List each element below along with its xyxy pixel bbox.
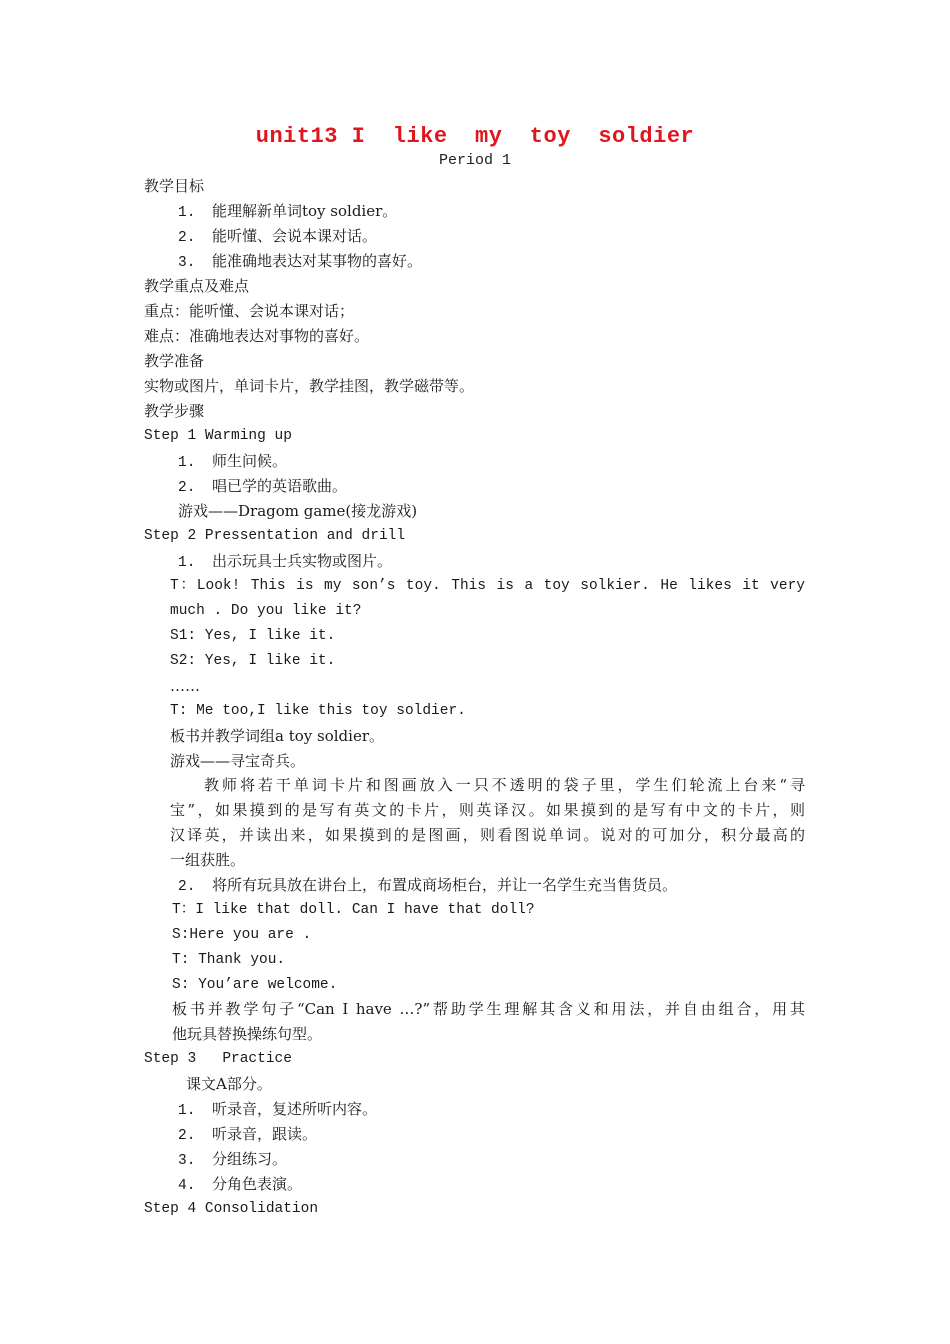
- list-number: 2.: [178, 480, 196, 496]
- dialog-line: T：Look! This is my son’s toy. This is a toy solkier. He likes it very: [170, 578, 805, 594]
- dialog-line: T: Me too,I like this toy soldier.: [170, 703, 466, 719]
- dialog-line: S2: Yes, I like it.: [170, 653, 336, 669]
- step3-item: [178, 1174, 302, 1196]
- game-description: 一组获胜。: [170, 851, 246, 869]
- step1-item: [178, 476, 347, 498]
- board-note: 他玩具替换操练句型。: [172, 1025, 323, 1043]
- dialog-line: S:Here you are .: [172, 927, 312, 943]
- steps-heading: 教学步骤: [144, 402, 205, 420]
- list-number: 1.: [178, 205, 196, 221]
- step1-item-text: 师生问候。: [212, 452, 288, 470]
- objective-text: 能理解新单词toy soldier。: [212, 202, 398, 220]
- step1-item-text: 唱已学的英语歌曲。: [212, 477, 348, 495]
- step3-title: Step 3 Practice: [144, 1051, 292, 1067]
- step2-item: [178, 875, 677, 897]
- step3-item: [178, 1149, 287, 1171]
- list-number: 1.: [178, 1103, 196, 1119]
- list-number: 3.: [178, 1153, 196, 1169]
- objective-item: [178, 226, 377, 248]
- step3-item-text: 分角色表演。: [212, 1175, 303, 1193]
- objective-item: [178, 251, 422, 273]
- objectives-heading: 教学目标: [144, 177, 205, 195]
- document-title: unit13 I like my toy soldier: [255, 124, 695, 149]
- objective-text: 能准确地表达对某事物的喜好。: [212, 252, 423, 270]
- step4-title: Step 4 Consolidation: [144, 1201, 319, 1217]
- objective-text: 能听懂、会说本课对话。: [212, 227, 378, 245]
- game-title: 游戏——寻宝奇兵。: [170, 752, 306, 770]
- step2-item-text: 将所有玩具放在讲台上，布置成商场柜台，并让一名学生充当售货员。: [212, 876, 678, 894]
- board-note: 板书并教学词组a toy soldier。: [170, 727, 384, 745]
- objective-item: [178, 201, 397, 223]
- step1-item: [178, 451, 287, 473]
- list-number: 3.: [178, 255, 196, 271]
- step2-item-text: 出示玩具士兵实物或图片。: [212, 552, 393, 570]
- list-number: 2.: [178, 879, 196, 895]
- step3-item: [178, 1124, 317, 1146]
- step3-item-text: 听录音，复述所听内容。: [212, 1100, 378, 1118]
- step2-title: Step 2 Pressentation and drill: [144, 528, 406, 544]
- dialog-line: T：I like that doll. Can I have that doll?: [172, 902, 535, 918]
- preparation-text: 实物或图片，单词卡片，教学挂图，教学磁带等。: [144, 377, 475, 395]
- dialog-line: much . Do you like it?: [170, 603, 362, 619]
- step3-item: [178, 1099, 377, 1121]
- list-number: 4.: [178, 1178, 196, 1194]
- ellipsis: ……: [170, 677, 200, 695]
- period-label: Period 1: [438, 152, 511, 169]
- step2-item: [178, 551, 392, 573]
- step3-intro: 课文A部分。: [186, 1075, 272, 1093]
- key-points-heading: 教学重点及难点: [144, 277, 250, 295]
- board-note: 板书并教学句子“Can I have …?”帮助学生理解其含义和用法，并自由组合，用其: [172, 1000, 805, 1018]
- preparation-heading: 教学准备: [144, 352, 205, 370]
- list-number: 2.: [178, 230, 196, 246]
- game-description: 汉译英，并读出来，如果摸到的是图画，则看图说单词。说对的可加分，积分最高的: [170, 826, 805, 844]
- dialog-line: S: You’are welcome.: [172, 977, 338, 993]
- step3-item-text: 分组练习。: [212, 1150, 288, 1168]
- game-description: 教师将若干单词卡片和图画放入一只不透明的袋子里，学生们轮流上台来“寻: [204, 776, 805, 794]
- list-number: 1.: [178, 455, 196, 471]
- list-number: 1.: [178, 555, 196, 571]
- dialog-line: S1: Yes, I like it.: [170, 628, 336, 644]
- dialog-line: T: Thank you.: [172, 952, 286, 968]
- difficult-point-text: 难点：准确地表达对事物的喜好。: [144, 327, 370, 345]
- step1-title: Step 1 Warming up: [144, 428, 292, 444]
- key-point-text: 重点：能听懂、会说本课对话；: [144, 302, 355, 320]
- game-description: 宝”，如果摸到的是写有英文的卡片，则英译汉。如果摸到的是写有中文的卡片，则: [170, 801, 805, 819]
- step1-game: 游戏——Dragom game(接龙游戏): [178, 502, 418, 520]
- list-number: 2.: [178, 1128, 196, 1144]
- step3-item-text: 听录音，跟读。: [212, 1125, 318, 1143]
